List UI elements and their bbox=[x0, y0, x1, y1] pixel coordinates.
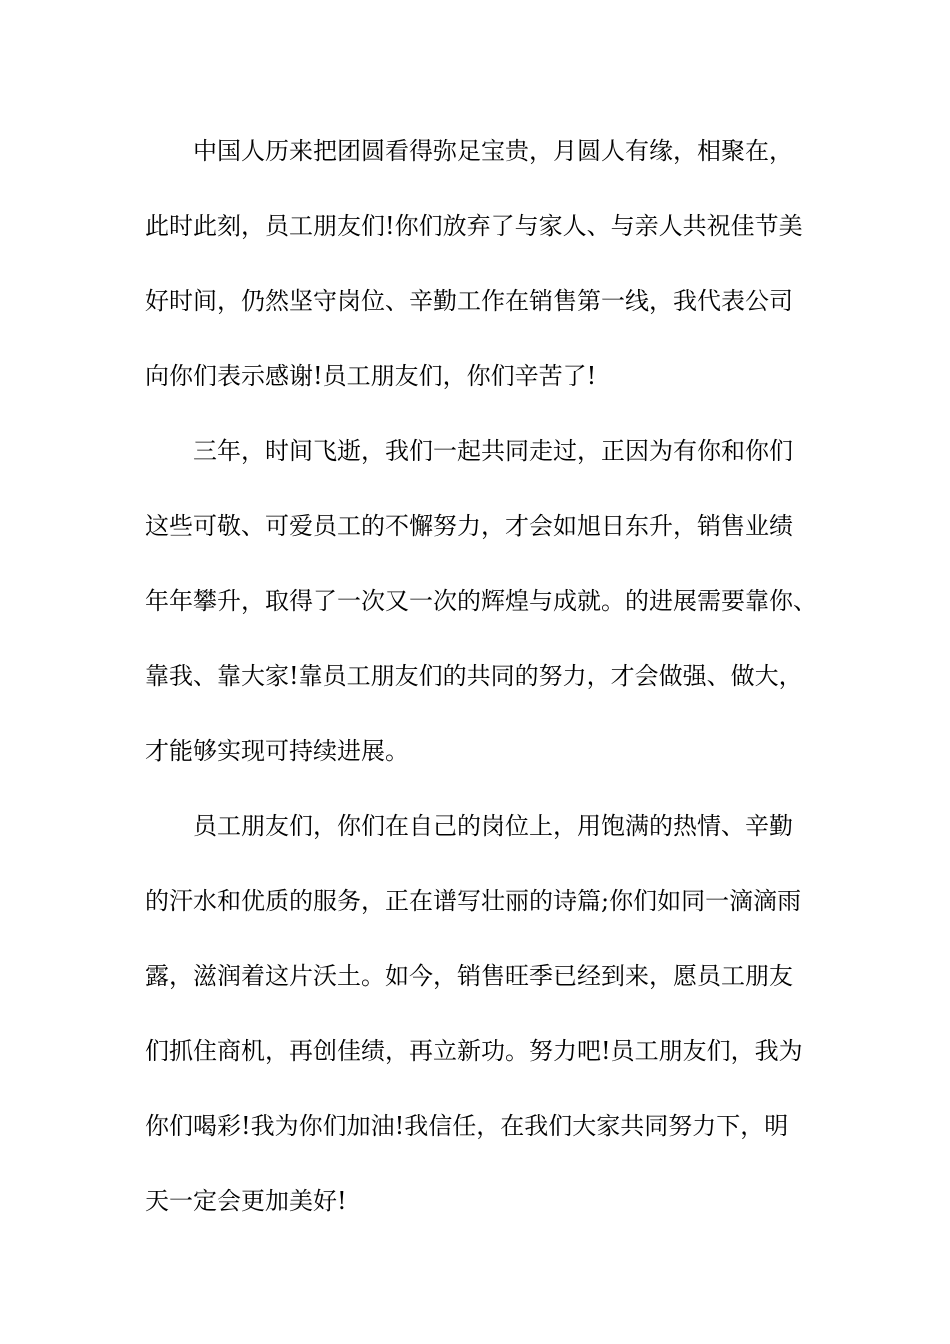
paragraph-2-line-3: 年年攀升，取得了一次又一次的辉煌与成就。的进展需要靠你、 bbox=[145, 587, 817, 615]
paragraph-2-line-1: 三年，时间飞逝，我们一起共同走过，正因为有你和你们 bbox=[193, 437, 793, 465]
paragraph-1-line-4: 向你们表示感谢!员工朋友们，你们辛苦了! bbox=[145, 362, 597, 390]
paragraph-2-line-4: 靠我、靠大家!靠员工朋友们的共同的努力，才会做强、做大， bbox=[145, 662, 803, 690]
paragraph-3-line-3: 露，滋润着这片沃土。如今，销售旺季已经到来，愿员工朋友 bbox=[145, 962, 793, 990]
paragraph-3-line-6: 天一定会更加美好! bbox=[145, 1187, 347, 1215]
paragraph-1-line-1: 中国人历来把团圆看得弥足宝贵，月圆人有缘，相聚在， bbox=[193, 137, 793, 165]
paragraph-3-line-1: 员工朋友们，你们在自己的岗位上，用饱满的热情、辛勤 bbox=[193, 812, 793, 840]
paragraph-1-line-2: 此时此刻，员工朋友们!你们放弃了与家人、与亲人共祝佳节美 bbox=[145, 212, 803, 240]
paragraph-3-line-5: 你们喝彩!我为你们加油!我信任，在我们大家共同努力下，明 bbox=[145, 1112, 789, 1140]
paragraph-1-line-3: 好时间，仍然坚守岗位、辛勤工作在销售第一线，我代表公司 bbox=[145, 287, 793, 315]
paragraph-2-line-5: 才能够实现可持续进展。 bbox=[145, 737, 409, 765]
paragraph-3-line-2: 的汗水和优质的服务，正在谱写壮丽的诗篇;你们如同一滴滴雨 bbox=[145, 887, 802, 915]
paragraph-3-line-4: 们抓住商机，再创佳绩，再立新功。努力吧!员工朋友们，我为 bbox=[145, 1037, 803, 1065]
paragraph-2-line-2: 这些可敬、可爱员工的不懈努力，才会如旭日东升，销售业绩 bbox=[145, 512, 793, 540]
